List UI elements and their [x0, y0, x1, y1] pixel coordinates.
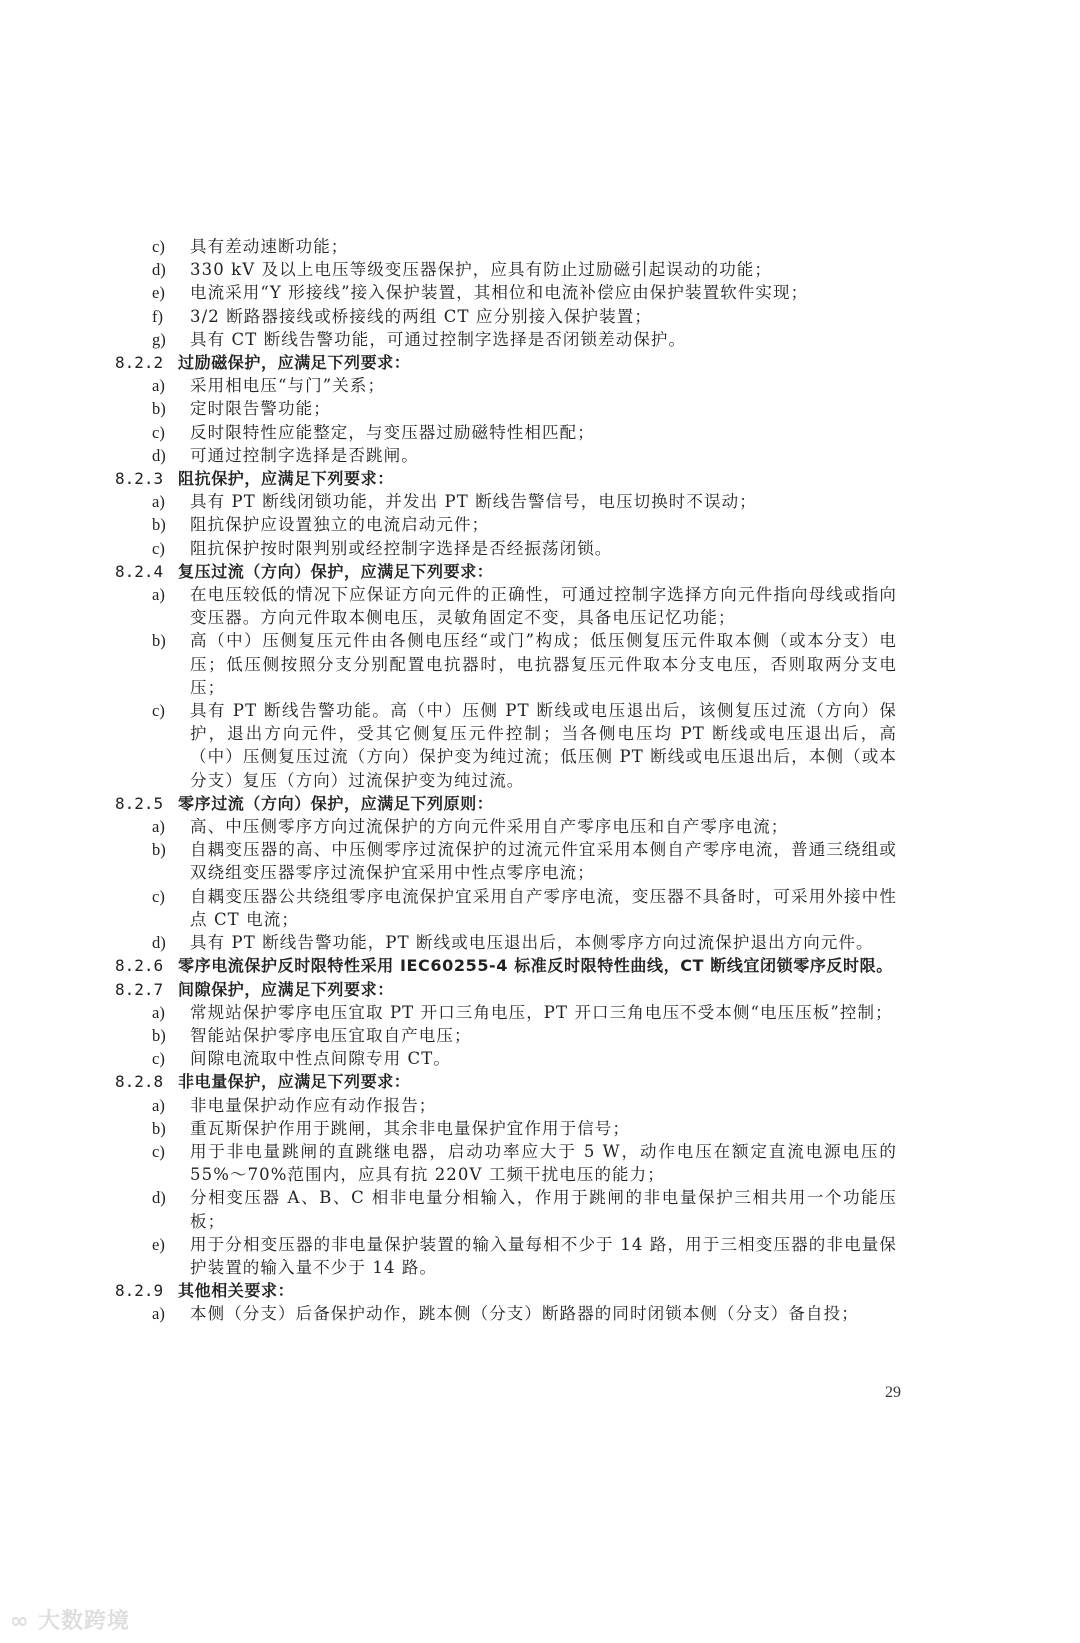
item-label: c) — [152, 1049, 165, 1069]
list-item — [115, 305, 897, 328]
item-text: 3/2 断路器接线或桥接线的两组 CT 应分别接入保护装置； — [190, 306, 652, 326]
item-text: 本侧（分支）后备保护动作，跳本侧（分支）断路器的同时闭锁本侧（分支）备自投； — [190, 1304, 859, 1324]
item-text: 阻抗保护按时限判别或经控制字选择是否经振荡闭锁。 — [190, 538, 613, 558]
item-label: b) — [152, 1025, 166, 1045]
item-label: d) — [152, 1188, 166, 1208]
item-label: a) — [152, 585, 165, 605]
item-text: 非电量保护动作应有动作报告； — [190, 1095, 437, 1115]
item-text: 重瓦斯保护作用于跳闸，其余非电量保护宜作用于信号； — [190, 1118, 630, 1138]
section-number: 8.2.6 — [115, 956, 164, 976]
item-label: b) — [152, 515, 166, 535]
list-item — [115, 931, 897, 954]
item-label: d) — [152, 933, 166, 953]
item-text: 可通过控制字选择是否跳闸。 — [190, 445, 419, 465]
item-text: 具有 PT 断线告警功能。高（中）压侧 PT 断线或电压退出后，该侧复压过流（方向）保护，退出方向元件，受其它侧复压元件控制；当各侧电压均 PT 断线或电压退出后，高（中）压侧复压过流（方向）保护变为纯过流；低压侧 PT 断线或电压退出后，本侧（或本分支）复压（方向）过流保护变为纯过流。 — [190, 701, 897, 790]
item-text: 高（中）压侧复压元件由各侧电压经“或门”构成；低压侧复压元件取本侧（或本分支）电压；低压侧按照分支分别配置电抗器时，电抗器复压元件取本分支电压，否则取两分支电压； — [190, 631, 897, 697]
watermark-text: 大数跨境 — [38, 1609, 131, 1634]
item-label: b) — [152, 840, 166, 860]
item-text: 阻抗保护应设置独立的电流启动元件； — [190, 515, 490, 535]
section-title: 过励磁保护，应满足下列要求： — [178, 353, 411, 373]
item-label: a) — [152, 1002, 165, 1022]
section-heading — [115, 792, 897, 815]
item-label: a) — [152, 817, 165, 837]
item-label: e) — [152, 1234, 165, 1254]
section-number: 8.2.5 — [115, 793, 164, 813]
list-item — [115, 397, 897, 420]
section-number: 8.2.9 — [115, 1281, 164, 1301]
item-text: 具有 CT 断线告警功能，可通过控制字选择是否闭锁差动保护。 — [190, 329, 687, 349]
document-body — [115, 235, 897, 1326]
item-label: b) — [152, 631, 166, 651]
list-item — [115, 583, 897, 629]
item-text: 常规站保护零序电压宜取 PT 开口三角电压，PT 开口三角电压不受本侧“电压压板”控制； — [190, 1002, 893, 1022]
page-number: 29 — [885, 1384, 901, 1401]
list-item — [115, 328, 897, 351]
list-item — [115, 838, 897, 884]
section-title: 复压过流（方向）保护，应满足下列要求： — [178, 561, 494, 581]
list-item — [115, 374, 897, 397]
list-item — [115, 1140, 897, 1186]
item-label: b) — [152, 1118, 166, 1138]
item-label: c) — [152, 886, 165, 906]
item-label: c) — [152, 237, 165, 256]
section-heading — [115, 467, 897, 490]
item-label: f) — [152, 306, 163, 326]
list-item — [115, 490, 897, 513]
section-title: 其他相关要求： — [178, 1281, 295, 1301]
item-text: 电流采用“Y 形接线”接入保护装置，其相位和电流补偿应由保护装置软件实现； — [190, 283, 809, 303]
section-heading — [115, 1279, 897, 1302]
item-text: 用于非电量跳闸的直跳继电器，启动功率应大于 5 W，动作电压在额定直流电源电压的 55%～70%范围内，应具有抗 220V 工频干扰电压的能力； — [190, 1141, 897, 1185]
item-text: 分相变压器 A、B、C 相非电量分相输入，作用于跳闸的非电量保护三相共用一个功能压板； — [190, 1188, 897, 1231]
section-heading — [115, 978, 897, 1001]
list-item — [115, 258, 897, 281]
list-item — [115, 1186, 897, 1232]
list-item — [115, 1302, 897, 1325]
item-text: 间隙电流取中性点间隙专用 CT。 — [190, 1049, 451, 1069]
list-item — [115, 1094, 897, 1117]
item-text: 在电压较低的情况下应保证方向元件的正确性，可通过控制字选择方向元件指向母线或指向变压器。方向元件取本侧电压，灵敏角固定不变，具备电压记忆功能； — [190, 585, 897, 628]
section-number: 8.2.4 — [115, 561, 164, 581]
item-text: 定时限告警功能； — [190, 399, 331, 419]
section-number: 8.2.8 — [115, 1072, 164, 1092]
section-title: 间隙保护，应满足下列要求： — [178, 979, 394, 999]
list-item — [115, 815, 897, 838]
section-heading — [115, 351, 897, 374]
item-label: a) — [152, 492, 165, 512]
item-label: a) — [152, 1304, 165, 1324]
item-label: c) — [152, 1141, 165, 1161]
item-label: a) — [152, 376, 165, 396]
item-text: 具有 PT 断线告警功能，PT 断线或电压退出后，本侧零序方向过流保护退出方向元件。 — [190, 933, 874, 953]
list-item — [115, 1117, 897, 1140]
item-label: e) — [152, 283, 165, 303]
list-item — [115, 885, 897, 931]
item-label: d) — [152, 260, 166, 280]
item-label: a) — [152, 1095, 165, 1115]
list-item — [115, 1233, 897, 1279]
item-text: 自耦变压器的高、中压侧零序过流保护的过流元件宜采用本侧自产零序电流，普通三绕组或双绕组变压器零序过流保护宜采用中性点零序电流； — [190, 840, 897, 883]
list-item — [115, 235, 897, 258]
list-item — [115, 1001, 897, 1024]
item-text: 用于分相变压器的非电量保护装置的输入量每相不少于 14 路，用于三相变压器的非电量保护装置的输入量不少于 14 路。 — [190, 1234, 897, 1277]
item-text: 反时限特性应能整定，与变压器过励磁特性相匹配； — [190, 422, 595, 442]
item-label: c) — [152, 538, 165, 558]
item-label: c) — [152, 422, 165, 442]
list-item — [115, 1024, 897, 1047]
section-heading — [115, 1070, 897, 1093]
item-label: c) — [152, 701, 165, 721]
item-label: b) — [152, 399, 166, 419]
section-title: 零序电流保护反时限特性采用 IEC60255-4 标准反时限特性曲线，CT 断线宜闭锁零序反时限。 — [178, 956, 893, 976]
item-label: d) — [152, 445, 166, 465]
section-title: 非电量保护，应满足下列要求： — [178, 1072, 411, 1092]
item-text: 智能站保护零序电压宜取自产电压； — [190, 1025, 472, 1045]
item-text: 自耦变压器公共绕组零序电流保护宜采用自产零序电流，变压器不具备时，可采用外接中性点 CT 电流； — [190, 886, 897, 929]
item-text: 具有 PT 断线闭锁功能，并发出 PT 断线告警信号，电压切换时不误动； — [190, 492, 757, 512]
section-number: 8.2.7 — [115, 979, 164, 999]
section-title: 阻抗保护，应满足下列要求： — [178, 469, 394, 489]
list-item — [115, 537, 897, 560]
item-label: g) — [152, 329, 166, 349]
list-item — [115, 699, 897, 792]
item-text: 高、中压侧零序方向过流保护的方向元件采用自产零序电压和自产零序电流； — [190, 817, 789, 837]
list-item — [115, 421, 897, 444]
list-item — [115, 444, 897, 467]
section-heading — [115, 954, 897, 977]
section-number: 8.2.3 — [115, 469, 164, 489]
section-title: 零序过流（方向）保护，应满足下列原则： — [178, 793, 494, 813]
list-item — [115, 1047, 897, 1070]
item-text: 330 kV 及以上电压等级变压器保护，应具有防止过励磁引起误动的功能； — [190, 260, 772, 280]
item-text: 具有差动速断功能； — [190, 237, 349, 256]
list-item — [115, 629, 897, 699]
list-item — [115, 281, 897, 304]
section-heading — [115, 560, 897, 583]
list-item — [115, 513, 897, 536]
section-number: 8.2.2 — [115, 353, 164, 373]
item-text: 采用相电压“与门”关系； — [190, 376, 386, 396]
watermark-logo: ∞ 大数跨境 — [10, 1609, 131, 1634]
